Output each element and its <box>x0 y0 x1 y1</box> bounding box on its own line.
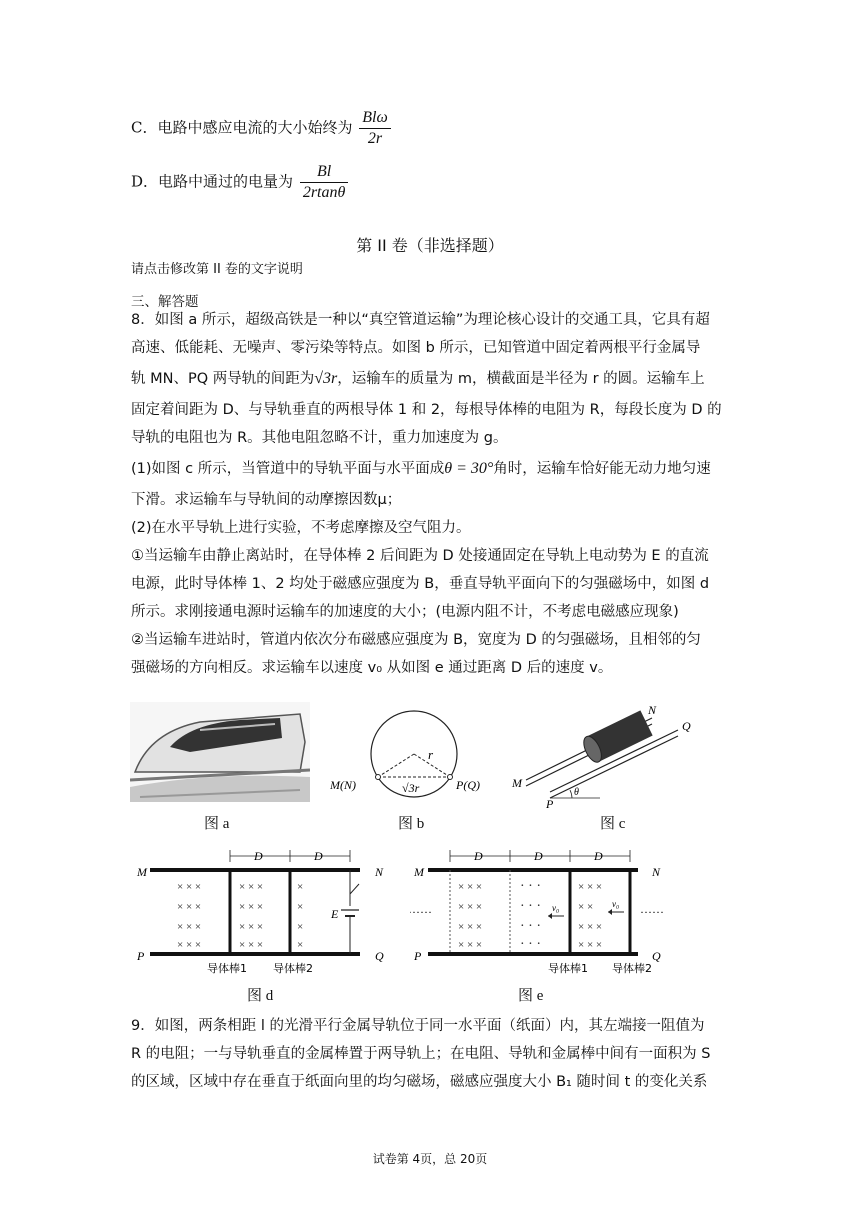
label-rod2: 导体棒2 <box>612 962 652 975</box>
section-title: 第 II 卷（非选择题） <box>356 236 504 255</box>
q8-line-13: 强磁场的方向相反。求运输车以速度 v₀ 从如图 e 通过距离 D 后的速度 v。 <box>131 660 613 676</box>
q8-line-12: ②当运输车进站时，管道内依次分布磁感应强度为 B，宽度为 D 的匀强磁场，且相邻的匀 <box>131 632 701 648</box>
option-c-fraction <box>359 108 391 149</box>
q9-line-3: 的区域，区域中存在垂直于纸面向里的均匀磁场，磁感应强度大小 B₁ 随时间 t 的变化关系 <box>131 1074 708 1090</box>
figure-c <box>510 702 700 834</box>
svg-text:· · ·: · · · <box>520 937 541 952</box>
label-mn: M(N) <box>330 778 356 792</box>
angle-arc <box>570 790 572 798</box>
label-pq: P(Q) <box>456 778 480 792</box>
label-m: M <box>512 776 522 790</box>
figure-e <box>410 844 680 1008</box>
q8-line-3 <box>131 362 731 396</box>
rail-right <box>448 775 453 780</box>
q8-line-2: 高速、低能耗、无噪声、零污染等特点。如图 b 所示，已知管道中固定着两根平行金属导 <box>131 340 701 356</box>
svg-text:× × ×: × × × <box>177 939 202 951</box>
q9-line-1: 9．如图，两条相距 l 的光滑平行金属导轨位于同一水平面（纸面）内，其左端接一阻值为 <box>131 1018 705 1034</box>
svg-text:× × ×: × × × <box>177 901 202 913</box>
svg-text:× × ×: × × × <box>578 881 603 893</box>
q8-line-5: 导轨的电阻也为 R。其他电阻忽略不计，重力加速度为 g。 <box>131 430 508 446</box>
option-c-numerator: Blω <box>359 108 391 129</box>
switch <box>350 884 359 894</box>
dots-left: ······ <box>410 905 432 919</box>
figure-b-caption: 图 b <box>398 816 425 832</box>
option-d-denominator: 2rtanθ <box>302 184 346 201</box>
svg-text:× × ×: × × × <box>578 921 603 933</box>
option-c-text: C．电路中感应电流的大小始终为 <box>131 118 353 137</box>
figure-b-diagram <box>330 702 490 810</box>
field-crosses <box>177 881 303 951</box>
svg-text:× × ×: × × × <box>458 939 483 951</box>
label-v0-2: v₀ <box>612 899 620 909</box>
q8-line-9: ①当运输车由静止离站时，在导体棒 2 后间距为 D 处接通固定在导轨上电动势为 E 的直流 <box>131 548 709 564</box>
label-m: M <box>137 865 147 879</box>
q8-line-1: 8．如图 a 所示，超级高铁是一种以“真空管道运输”为理论核心设计的交通工具，它具有超 <box>131 312 710 328</box>
label-r: r <box>428 747 434 762</box>
label-rod2: 导体棒2 <box>273 962 313 975</box>
svg-text:× × ×: × × × <box>458 901 483 913</box>
svg-text:× ×: × × <box>578 901 594 913</box>
label-q: Q <box>375 949 384 963</box>
label-theta: θ <box>574 787 579 798</box>
option-d-fraction <box>300 162 349 203</box>
section-heading: 三、解答题 <box>131 294 199 310</box>
svg-text:× × ×: × × × <box>458 881 483 893</box>
q8-line-7: 下滑。求运输车与导轨间的动摩擦因数μ； <box>131 492 402 508</box>
q8-line-6 <box>131 452 731 486</box>
figure-a-caption: 图 a <box>204 816 230 832</box>
svg-text:×: × <box>297 881 304 893</box>
option-d <box>131 162 348 203</box>
label-d3: D <box>594 849 603 863</box>
figure-d <box>135 844 395 1008</box>
figure-d-diagram <box>135 844 395 984</box>
svg-text:× × ×: × × × <box>239 921 264 933</box>
svg-text:× × ×: × × × <box>578 939 603 951</box>
label-rod1: 导体棒1 <box>548 962 588 975</box>
label-p: P <box>414 949 422 963</box>
field-dots <box>520 879 541 952</box>
q9-line-2: R 的电阻；一与导轨垂直的金属棒置于两导轨上；在电阻、导轨和金属棒中间有一面积为 S <box>131 1046 711 1062</box>
option-d-numerator: Bl <box>300 162 349 183</box>
option-c-denominator: 2r <box>367 130 383 147</box>
label-d2: D <box>314 849 323 863</box>
q8-line-6c: 角时，运输车恰好能无动力地匀速 <box>493 461 711 477</box>
label-n: N <box>652 865 661 879</box>
dots-right: ······ <box>640 905 664 919</box>
svg-text:· · ·: · · · <box>520 919 541 934</box>
svg-text:× × ×: × × × <box>458 921 483 933</box>
figure-a-train-image <box>130 702 310 802</box>
rail-left <box>376 775 381 780</box>
q8-line-3a: 轨 MN、PQ 两导轨的间距为 <box>131 371 315 387</box>
q8-line-6a: (1)如图 c 所示，当管道中的导轨平面与水平面成 <box>131 461 445 477</box>
figure-c-diagram <box>510 702 700 810</box>
svg-text:× × ×: × × × <box>239 939 264 951</box>
figure-e-diagram <box>410 844 680 984</box>
label-p: P <box>546 797 554 810</box>
option-c <box>131 108 391 149</box>
option-d-text: D．电路中通过的电量为 <box>131 172 294 191</box>
label-n: N <box>648 703 657 717</box>
q8-theta-eq: θ = 30° <box>444 460 494 477</box>
svg-text:· · ·: · · · <box>520 899 541 914</box>
label-d2: D <box>534 849 543 863</box>
label-q: Q <box>682 719 691 733</box>
figure-a <box>130 702 310 834</box>
label-d1: D <box>254 849 263 863</box>
label-v0-1: v₀ <box>552 903 560 913</box>
figure-c-caption: 图 c <box>600 816 626 832</box>
label-d1: D <box>474 849 483 863</box>
label-rod1: 导体棒1 <box>207 962 247 975</box>
svg-text:× × ×: × × × <box>239 881 264 893</box>
q8-line-11: 所示。求刚接通电源时运输车的加速度的大小；(电源内阻不计，不考虑电磁感应现象) <box>131 604 679 620</box>
figure-b <box>330 702 490 834</box>
svg-text:×: × <box>297 939 304 951</box>
question-8 <box>131 306 731 682</box>
label-e: E <box>331 907 339 921</box>
q8-line-10: 电源，此时导体棒 1、2 均处于磁感应强度为 B，垂直导轨平面向下的匀强磁场中，如图 d <box>131 576 710 592</box>
svg-text:· · ·: · · · <box>520 879 541 894</box>
cart-cylinder <box>580 710 652 765</box>
svg-text:×: × <box>297 901 304 913</box>
left-radius-line <box>378 754 414 777</box>
svg-text:×: × <box>297 921 304 933</box>
label-m: M <box>414 865 424 879</box>
figure-e-caption: 图 e <box>518 988 544 1004</box>
svg-text:× × ×: × × × <box>177 921 202 933</box>
question-9 <box>131 1012 731 1096</box>
section-note[interactable]: 请点击修改第 II 卷的文字说明 <box>131 262 303 277</box>
page-footer: 试卷第 4页，总 20页 <box>372 1152 488 1166</box>
q8-line-3c: ，运输车的质量为 m，横截面是半径为 r 的圆。运输车上 <box>337 371 705 387</box>
q8-line-4: 固定着间距为 D、与导轨垂直的两根导体 1 和 2，每根导体棒的电阻为 R，每段长度为 D 的 <box>131 402 722 418</box>
label-p: P <box>137 949 145 963</box>
svg-text:× × ×: × × × <box>239 901 264 913</box>
q8-line-8: (2)在水平导轨上进行实验，不考虑摩擦及空气阻力。 <box>131 520 471 536</box>
q8-sqrt3r: √3r <box>314 370 338 387</box>
label-n: N <box>375 865 384 879</box>
svg-text:× × ×: × × × <box>177 881 202 893</box>
figure-d-caption: 图 d <box>247 988 274 1004</box>
label-q: Q <box>652 949 661 963</box>
label-sqrt3r: √3r <box>402 781 420 795</box>
